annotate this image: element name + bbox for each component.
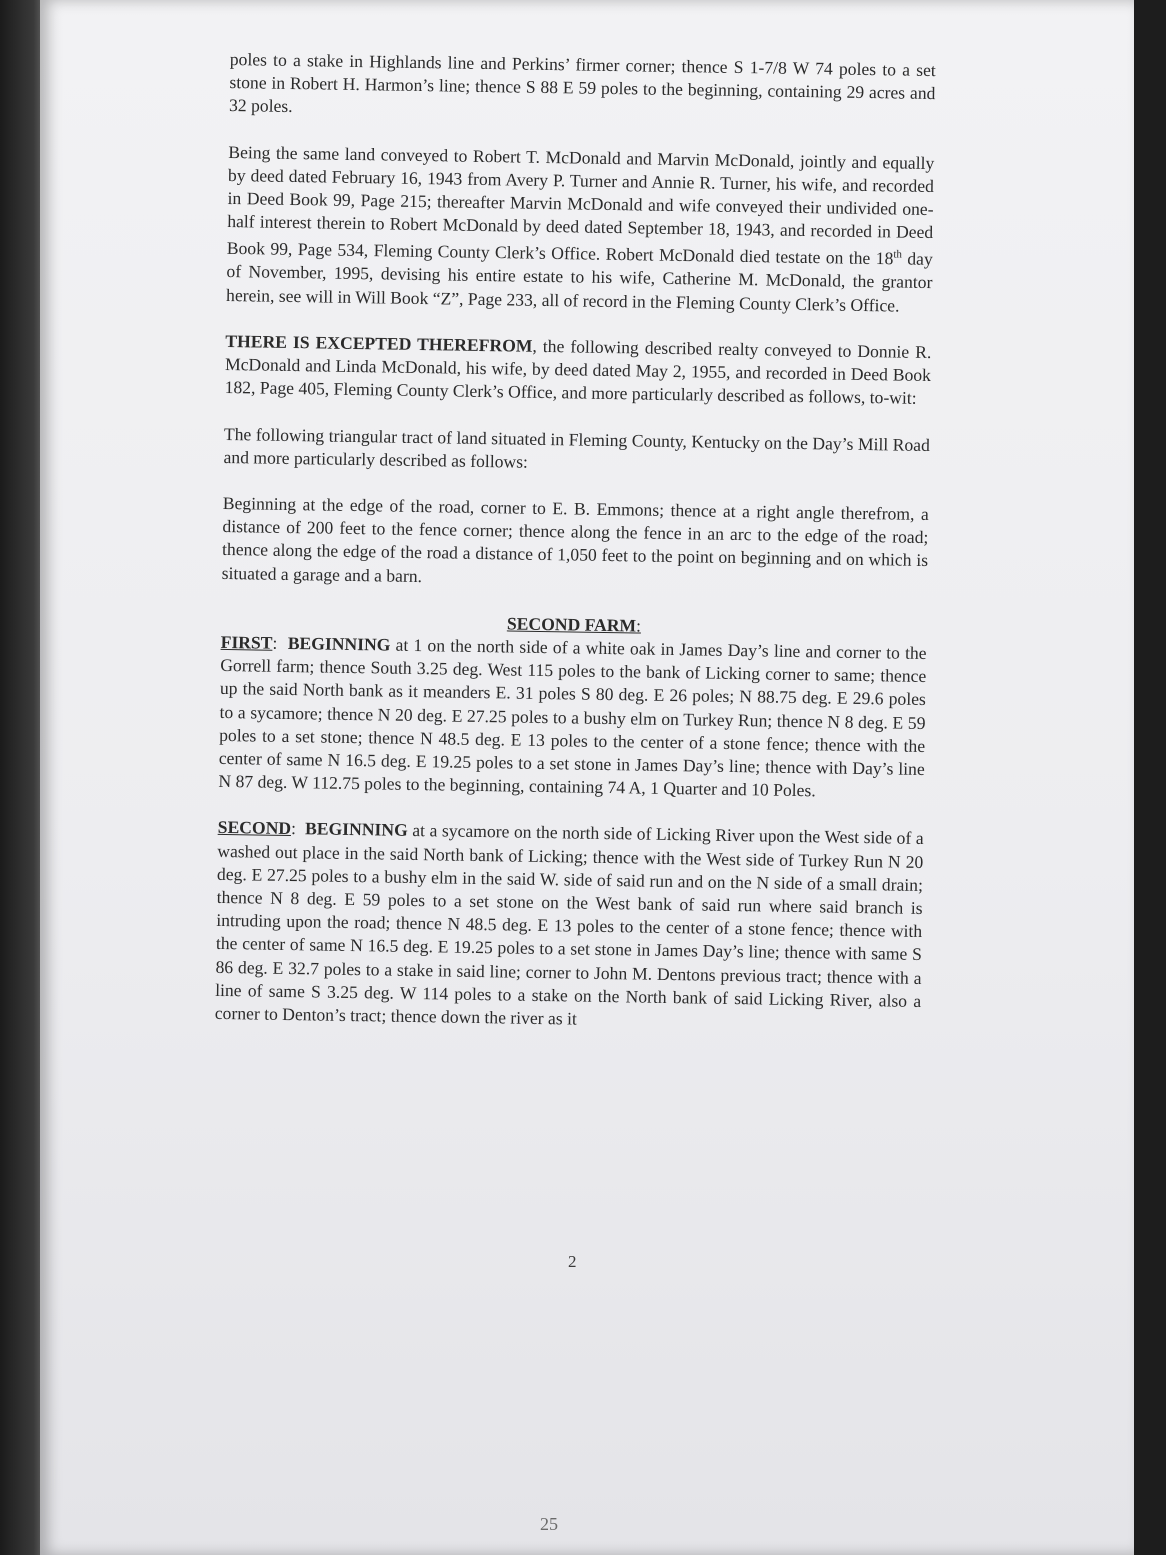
- second-text: at a sycamore on the north side of Licking River upon the West side of a washed out place in the said North bank of Licking; thence with the West side of Turkey Run N 20 deg. E 27.25 poles to a bushy elm in the said W. side of said run and on the N side of a small drain; thence N 8 deg. E 59 poles to a set stone on the West bank of said run where said branch is intruding upon the road; thence N 48.5 deg. E 13 poles to the center of a stone fence; thence with the center of same N 16.5 deg. E 19.25 poles to a set stone in James Day’s line; thence with same S 86 deg. E 32.7 poles to a stake in said line; corner to John M. Dentons previous tract; thence with a line of same S 3.25 deg. W 114 poles to a stake on the North bank of said Licking River, also a corner to Denton’s tract; thence down the river as it: [214, 820, 924, 1029]
- background-edge: [1134, 0, 1166, 1555]
- paragraph-beginning: Beginning at the edge of the road, corner to E. B. Emmons; thence at a right angle therefrom, a distance of 200 feet to the fence corner; thence along the fence in an arc to the edge of the road; thence along the edge of the road a distance of 1,050 feet to the point on beginning and on which is situated a garage and a barn.: [221, 492, 929, 586]
- paragraph-excepted: [224, 330, 931, 411]
- paragraph-conveyed-text: Being the same land conveyed to Robert T. McDonald and Marvin McDonald, jointly and equally by deed dated February 16, 1943 from Avery P. Turner and Annie R. Turner, his wife, and recorded in Deed Book 99, Page 215; thereafter Marvin McDonald and wife conveyed their undivided one-half interest therein to Robert McDonald by deed dated September 18, 1943, and recorded in Deed Book 99, Page 534, Fleming County Clerk’s Office. Robert McDonald died testate on the 18: [226, 141, 935, 269]
- first-text: at 1 on the north side of a white oak in James Day’s line and corner to the Gorrell farm; thence South 3.25 deg. West 115 poles to the bank of Licking corner to same; thence up the said North bank as it meanders E. 31 poles S 80 deg. E 26 poles; N 88.75 deg. E 29.6 poles to a sycamore; thence N 20 deg. E 27.25 poles to a bushy elm on Turkey Run; thence N 8 deg. E 59 poles to a set stone; thence N 48.5 deg. E 13 poles to the center of a stone fence; thence with the center of same N 16.5 deg. E 19.25 poles to a set stone in James Day’s line; thence with Day’s line N 87 deg. W 112.75 poles to the beginning, containing 74 A, 1 Quarter and 10 Poles.: [218, 634, 927, 801]
- first-colon: :: [272, 632, 278, 653]
- first-label: FIRST: [220, 631, 273, 653]
- excepted-heading: THERE IS EXCEPTED THEREFROM: [225, 330, 533, 356]
- paragraph-second-tract: [215, 816, 924, 1036]
- paragraph-triangular: The following triangular tract of land situated in Fleming County, Kentucky on the Day’s Mill Road and more particularly described as follows:: [223, 423, 931, 472]
- second-beginning: BEGINNING: [304, 818, 408, 841]
- paragraph-conveyed-end: day of November, 1995, devising his entire estate to his wife, Catherine M. McDonald, the grantor herein, see will in Will Book “Z”, Page 233, all of record in the Fleming County Clerk’s Office.: [225, 248, 933, 316]
- second-colon: :: [290, 818, 297, 839]
- page-number-outer: 25: [540, 1514, 558, 1534]
- paragraph-intro: poles to a stake in Highlands line and Perkins’ firmer corner; thence S 1-7/8 W 74 poles to a set stone in Robert H. Harmon’s line; thence S 88 E 59 poles to the beginning, containing 29 acres and 32 poles.: [228, 48, 936, 117]
- document-page: [40, 0, 1134, 1555]
- ordinal-suffix: th: [893, 248, 903, 262]
- excepted-text: , the following described realty conveyed to Donnie R. McDonald and Linda McDonald, his wife, by deed dated May 2, 1955, and recorded in Deed Book 182, Page 405, Fleming County Clerk’s Office, and more particularly described as follows, to-wit:: [224, 335, 932, 409]
- second-farm-title: SECOND FARM: [506, 613, 637, 636]
- first-beginning: BEGINNING: [287, 632, 391, 655]
- second-label: SECOND: [217, 817, 292, 839]
- heading-colon: :: [635, 615, 642, 636]
- paragraph-first-tract: [218, 631, 926, 804]
- paragraph-conveyed: [226, 141, 935, 318]
- page-number-inner: 2: [568, 1252, 577, 1271]
- page-body: [215, 48, 936, 1036]
